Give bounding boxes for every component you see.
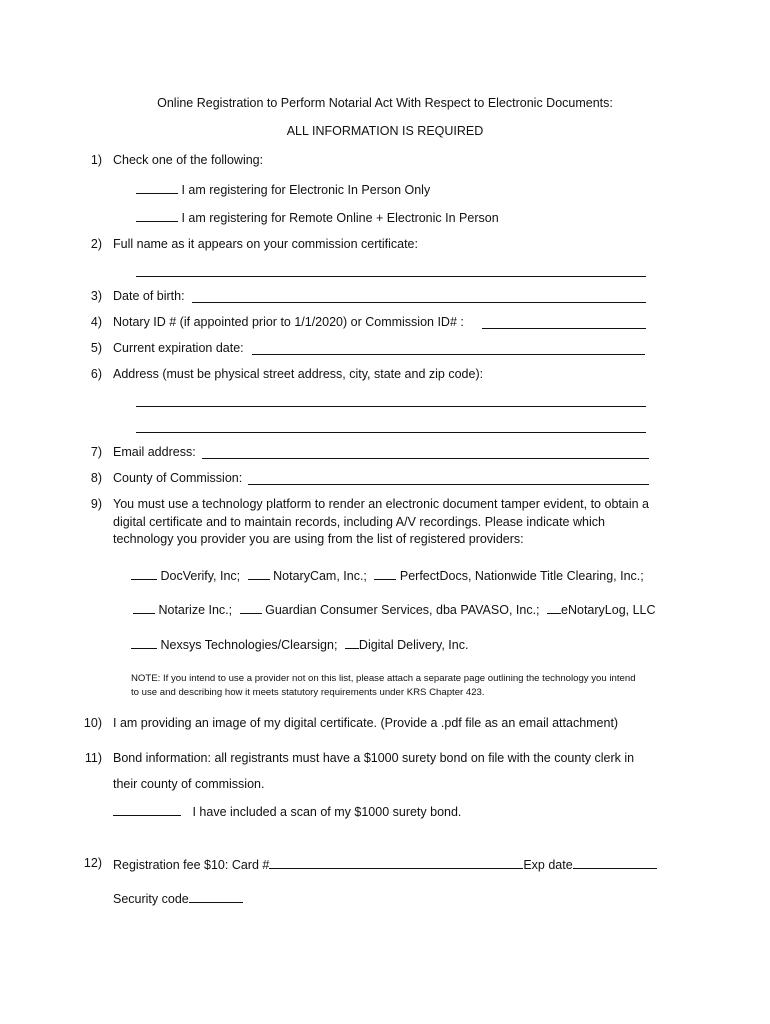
provider-nexsys: Nexsys Technologies/Clearsign; — [160, 638, 338, 652]
checkbox-blank[interactable] — [345, 637, 359, 649]
provider-digital-delivery: Digital Delivery, Inc. — [358, 638, 469, 652]
registration-option-remote-online[interactable] — [136, 210, 499, 225]
item-number: 5) — [90, 341, 102, 355]
item-number: 6) — [90, 367, 102, 381]
checkbox-blank[interactable] — [113, 804, 181, 816]
checkbox-blank[interactable] — [133, 602, 155, 614]
note-line: NOTE: If you intend to use a provider not on this list, please attach a separate page outlining the technology you intend — [131, 673, 636, 684]
bond-confirmation-label: I have included a scan of my $1000 surety bond. — [192, 805, 462, 819]
provider-row-3 — [131, 637, 468, 652]
item-number: 12) — [83, 856, 102, 870]
form-title: Online Registration to Perform Notarial Act With Respect to Electronic Documents: — [157, 96, 613, 110]
checkbox-blank[interactable] — [547, 602, 561, 614]
provider-enotarylog: eNotaryLog, LLC — [561, 603, 656, 617]
item-number: 8) — [90, 471, 102, 485]
question-label: Check one of the following: — [113, 153, 264, 167]
security-code-row — [113, 891, 243, 906]
card-number-field[interactable] — [269, 857, 523, 869]
item-number: 2) — [90, 237, 102, 251]
card-label: Registration fee $10: Card # — [113, 858, 270, 872]
question-label: Full name as it appears on your commission certificate: — [113, 237, 418, 251]
notary-id-line[interactable] — [482, 328, 646, 329]
question-text-line: Bond information: all registrants must have a $1000 surety bond on file with the county clerk in — [113, 751, 635, 765]
question-label: Date of birth: — [113, 289, 185, 303]
provider-docverify: DocVerify, Inc; — [160, 569, 241, 583]
item-number: 7) — [90, 445, 102, 459]
form-subtitle: ALL INFORMATION IS REQUIRED — [286, 124, 484, 138]
security-code-field[interactable] — [189, 891, 243, 903]
expiration-date-line[interactable] — [252, 354, 645, 355]
option-label: I am registering for Electronic In Person Only — [181, 183, 431, 197]
address-line-2[interactable] — [136, 432, 646, 433]
bond-confirmation[interactable] — [113, 804, 461, 819]
question-text-line: technology you provider you are using from the list of registered providers: — [113, 532, 524, 546]
checkbox-blank[interactable] — [131, 568, 157, 580]
provider-pavaso: Guardian Consumer Services, dba PAVASO, Inc.; — [265, 603, 540, 617]
question-label: I am providing an image of my digital certificate. (Provide a .pdf file as an email attachment) — [113, 716, 619, 730]
security-code-label: Security code — [113, 892, 189, 906]
full-name-line[interactable] — [136, 276, 646, 277]
exp-date-label: Exp date — [523, 858, 573, 872]
county-line[interactable] — [248, 484, 649, 485]
note-line: to use and describing how it meets statutory requirements under KRS Chapter 423. — [131, 687, 485, 698]
item-number: 10) — [83, 716, 102, 730]
item-number: 4) — [90, 315, 102, 329]
email-line[interactable] — [202, 458, 649, 459]
provider-row-1 — [131, 568, 644, 583]
question-text-line: You must use a technology platform to render an electronic document tamper evident, to obtain a — [113, 497, 649, 511]
option-label: I am registering for Remote Online + Electronic In Person — [181, 211, 499, 225]
checkbox-blank[interactable] — [240, 602, 262, 614]
question-label: Address (must be physical street address, city, state and zip code): — [113, 367, 484, 381]
checkbox-blank[interactable] — [374, 568, 396, 580]
address-line-1[interactable] — [136, 406, 646, 407]
provider-perfectdocs: PerfectDocs, Nationwide Title Clearing, Inc.; — [399, 569, 644, 583]
provider-notarycam: NotaryCam, Inc.; — [273, 569, 367, 583]
item-number: 1) — [90, 153, 102, 167]
date-of-birth-line[interactable] — [192, 302, 646, 303]
checkbox-blank[interactable] — [136, 182, 178, 194]
item-number: 11) — [84, 751, 102, 765]
registration-fee-row — [113, 857, 657, 872]
checkbox-blank[interactable] — [248, 568, 270, 580]
provider-notarize: Notarize Inc.; — [158, 603, 233, 617]
checkbox-blank[interactable] — [136, 210, 178, 222]
registration-option-electronic-in-person[interactable] — [136, 182, 430, 197]
provider-row-2 — [133, 602, 656, 617]
item-number: 9) — [90, 497, 102, 511]
exp-date-field[interactable] — [573, 857, 657, 869]
checkbox-blank[interactable] — [131, 637, 157, 649]
question-label: County of Commission: — [113, 471, 243, 485]
item-number: 3) — [90, 289, 102, 303]
question-text-line: digital certificate and to maintain records, including A/V recordings. Please indicate which — [113, 515, 605, 529]
question-label: Email address: — [113, 445, 196, 459]
question-text-line: their county of commission. — [113, 777, 265, 791]
question-label: Notary ID # (if appointed prior to 1/1/2020) or Commission ID# : — [113, 315, 464, 329]
question-label: Current expiration date: — [113, 341, 244, 355]
